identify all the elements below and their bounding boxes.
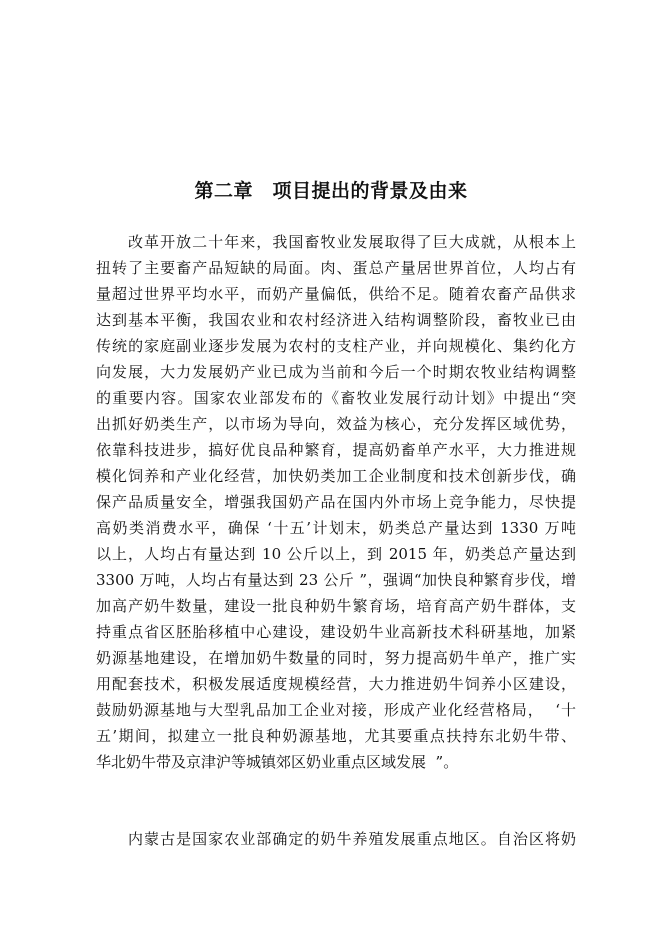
paragraph-line: 高奶类消费水平，确保 ‘十五’计划末，奶类总产量达到 1330 万吨 [96, 519, 576, 537]
paragraph-line: 加高产奶牛数量，建设一批良种奶牛繁育场，培育高产奶牛群体，支 [96, 597, 576, 615]
paragraph-line: 模化饲养和产业化经营，加快奶类加工企业制度和技术创新步伐，确 [96, 467, 576, 485]
paragraph-line: 保产品质量安全，增强我国奶产品在国内外市场上竞争能力，尽快提 [96, 493, 576, 511]
paragraph-line: 的重要内容。国家农业部发布的《畜牧业发展行动计划》中提出“突 [96, 389, 576, 407]
paragraph-line: 向发展，大力发展奶产业已成为当前和今后一个时期农牧业结构调整 [96, 363, 576, 381]
paragraph-line: 出抓好奶类生产，以市场为导向，效益为核心，充分发挥区域优势， [96, 415, 576, 433]
paragraph-1 [96, 229, 576, 775]
paragraph-line: 奶源基地建设，在增加奶牛数量的同时，努力提高奶牛单产，推广实 [96, 649, 576, 667]
chapter-title: 第二章 项目提出的背景及由来 [194, 180, 468, 202]
paragraph-line: 用配套技术，积极发展适度规模经营，大力推进奶牛饲养小区建设， [96, 675, 576, 693]
paragraph-line: 3300 万吨，人均占有量达到 23 公斤 ”，强调“加快良种繁育步伐，增 [96, 571, 576, 589]
paragraph-2 [96, 826, 576, 852]
paragraph-line: 鼓励奶源基地与大型乳品加工企业对接，形成产业化经营格局， ‘十 [96, 701, 576, 719]
paragraph-line: 达到基本平衡，我国农业和农村经济进入结构调整阶段，畜牧业已由 [96, 311, 576, 329]
paragraph-line: 依靠科技进步，搞好优良品种繁育，提高奶畜单产水平，大力推进规 [96, 441, 576, 459]
paragraph-line: 传统的家庭副业逐步发展为农村的支柱产业，并向规模化、集约化方 [96, 337, 576, 355]
paragraph-line: 改革开放二十年来，我国畜牧业发展取得了巨大成就，从根本上 [128, 233, 576, 251]
paragraph-line: 华北奶牛带及京津沪等城镇郊区奶业重点区域发展 ”。 [96, 753, 459, 771]
paragraph-line: 以上，人均占有量达到 10 公斤以上，到 2015 年，奶类总产量达到 [96, 545, 576, 563]
paragraph-line: 内蒙古是国家农业部确定的奶牛养殖发展重点地区。自治区将奶 [128, 830, 576, 848]
paragraph-line: 量超过世界平均水平，而奶产量偏低，供给不足。随着农畜产品供求 [96, 285, 576, 303]
paragraph-line: 持重点省区胚胎移植中心建设，建设奶牛业高新技术科研基地，加紧 [96, 623, 576, 641]
paragraph-line: 扭转了主要畜产品短缺的局面。肉、蛋总产量居世界首位，人均占有 [96, 259, 576, 277]
paragraph-line: 五’期间，拟建立一批良种奶源基地，尤其要重点扶持东北奶牛带、 [96, 727, 576, 745]
